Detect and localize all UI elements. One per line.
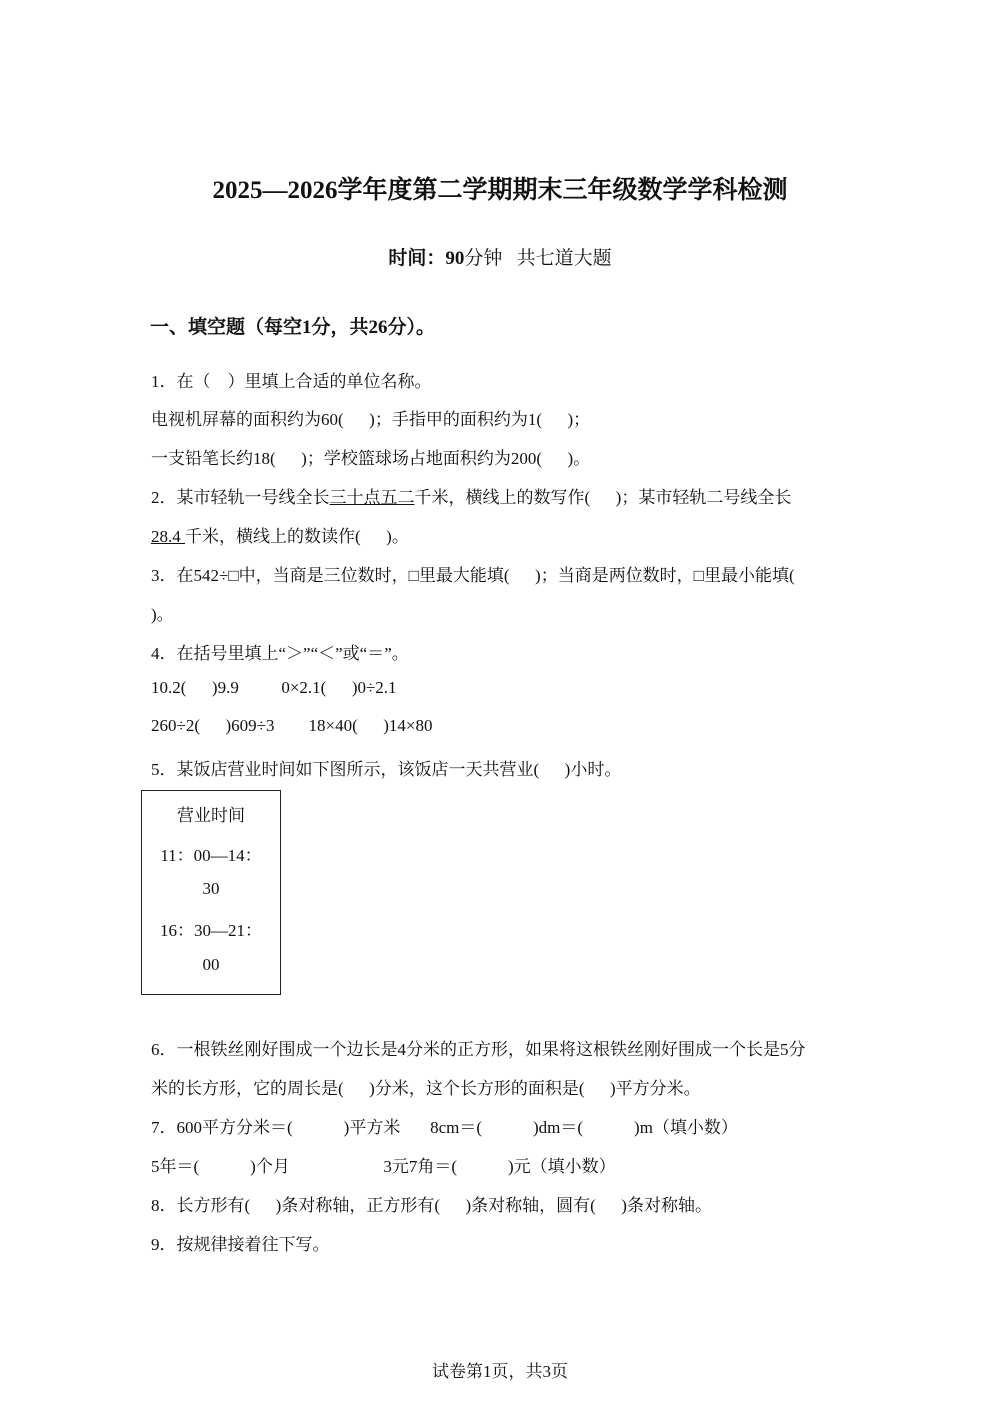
page-title: 2025—2026学年度第二学期期末三年级数学学科检测 bbox=[212, 177, 788, 204]
page-footer: 试卷第1页，共3页 bbox=[432, 1362, 568, 1381]
q2-underlined-decimal: 28.4 bbox=[151, 527, 185, 546]
q3-line-2: )。 bbox=[151, 605, 174, 624]
table-row-2b: 00 bbox=[202, 955, 220, 974]
q6-line-2: 米的长方形，它的周长是( )分米，这个长方形的面积是( )平方分米。 bbox=[151, 1079, 701, 1098]
q2-underlined-number: 三十点五二 bbox=[329, 488, 415, 507]
q2-pre: 2．某市轻轨一号线全长 bbox=[151, 488, 330, 507]
q4-compare-row-1: 10.2( )9.9 0×2.1( )0÷2.1 bbox=[151, 678, 397, 697]
q1-line-2: 电视机屏幕的面积约为60( )；手指甲的面积约为1( )； bbox=[151, 410, 591, 429]
table-header: 营业时间 bbox=[177, 806, 245, 825]
table-row-1b: 30 bbox=[202, 879, 220, 898]
q5-prompt: 5．某饭店营业时间如下图所示，该饭店一天共营业( )小时。 bbox=[151, 760, 622, 779]
q1-line-3: 一支铅笔长约18( )；学校篮球场占地面积约为200( )。 bbox=[151, 449, 591, 468]
q6-line-1: 6．一根铁丝刚好围成一个边长是4分米的正方形，如果将这根铁丝刚好围成一个长是5分 bbox=[151, 1040, 806, 1059]
business-hours-table bbox=[141, 790, 281, 995]
q7-line-2: 5年＝( )个月 3元7角＝( )元（填小数） bbox=[151, 1157, 616, 1176]
q2-line-2 bbox=[151, 522, 409, 547]
time-label: 时间： bbox=[388, 248, 446, 269]
q3-line-1: 3．在542÷□中，当商是三位数时，□里最大能填( )；当商是两位数时，□里最小能填( bbox=[151, 566, 795, 585]
q8: 8．长方形有( )条对称轴，正方形有( )条对称轴，圆有( )条对称轴。 bbox=[151, 1196, 712, 1215]
exam-info-rest: 分钟 共七道大题 bbox=[464, 248, 612, 269]
q2-line-2-text: 千米，横线上的数读作( )。 bbox=[185, 527, 409, 546]
q2-post: 千米，横线上的数写作( )；某市轻轨二号线全长 bbox=[414, 488, 792, 507]
q4-prompt: 4．在括号里填上“＞”“＜”或“＝”。 bbox=[151, 644, 409, 663]
table-row-2a: 16：30—21： bbox=[160, 921, 262, 940]
q7-line-1: 7．600平方分米＝( )平方米 8cm＝( )dm＝( )m（填小数） bbox=[151, 1118, 738, 1137]
section-heading-fill-blank: 一、填空题（每空1分，共26分）。 bbox=[150, 317, 436, 338]
q2-line-1 bbox=[151, 483, 791, 508]
exam-info bbox=[0, 243, 1000, 270]
q4-compare-row-2: 260÷2( )609÷3 18×40( )14×80 bbox=[151, 716, 433, 735]
q9: 9．按规律接着往下写。 bbox=[151, 1235, 330, 1254]
time-minutes: 90 bbox=[445, 248, 465, 269]
q1-prompt: 1．在（ ）里填上合适的单位名称。 bbox=[151, 372, 432, 391]
table-row-1a: 11：00—14： bbox=[160, 846, 262, 865]
